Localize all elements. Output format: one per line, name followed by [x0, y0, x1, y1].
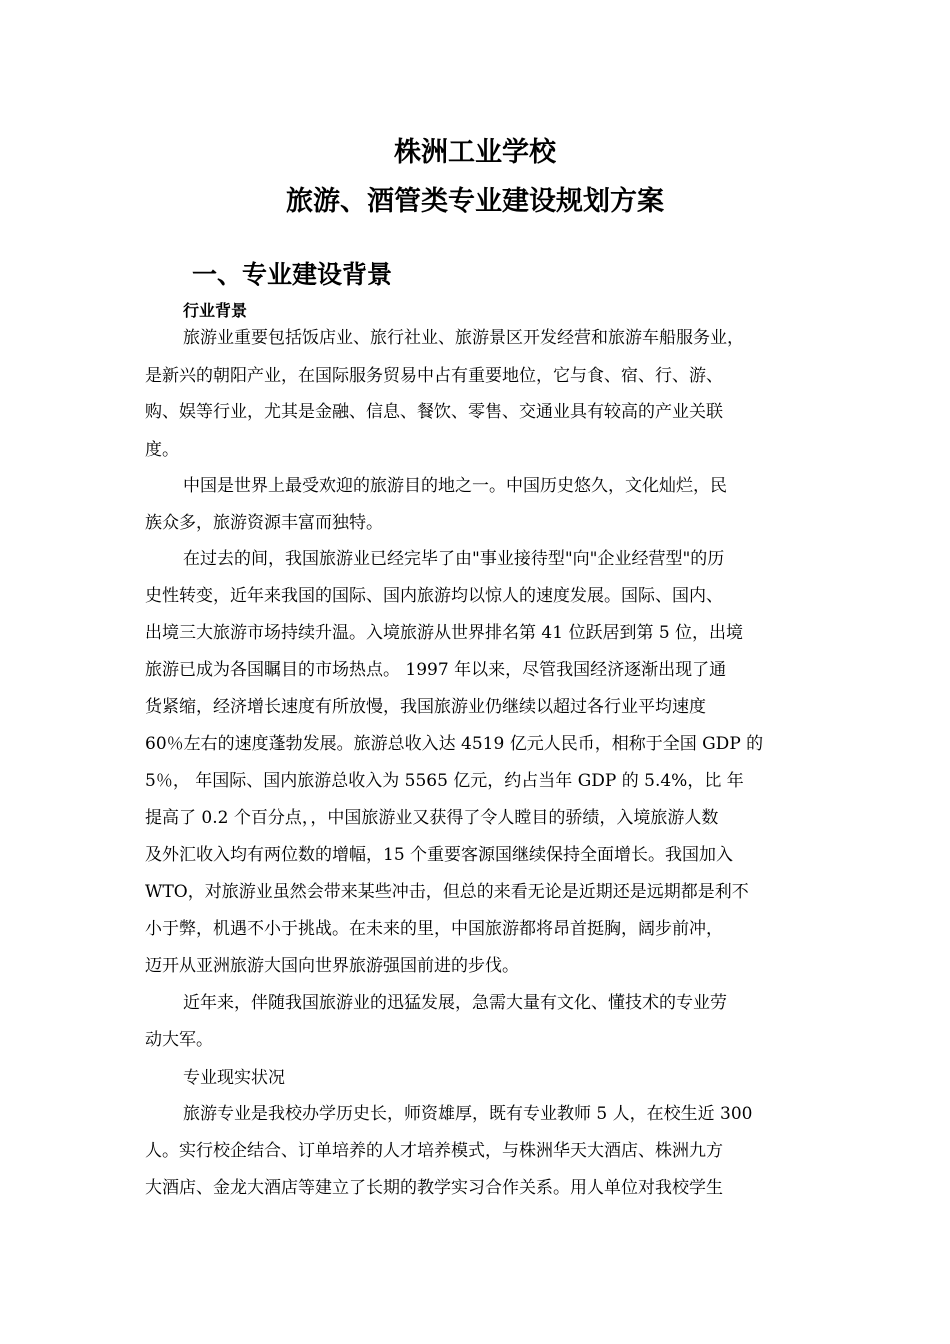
paragraph-line: 族众多，旅游资源丰富而独特。: [145, 513, 383, 533]
paragraph-line: 旅游业重要包括饭店业、旅行社业、旅游景区开发经营和旅游车船服务业，: [183, 328, 744, 348]
subsection-heading-current-status: 专业现实状况: [183, 1068, 285, 1088]
paragraph-line: 出境三大旅游市场持续升温。入境旅游从世界排名第 41 位跃居到第 5 位，出境: [145, 623, 744, 643]
paragraph-line: 大酒店、金龙大酒店等建立了长期的教学实习合作关系。用人单位对我校学生: [145, 1178, 723, 1198]
paragraph-line: 购、娱等行业，尤其是金融、信息、餐饮、零售、交通业具有较高的产业关联: [145, 402, 723, 422]
paragraph-line: 60％左右的速度蓬勃发展。旅游总收入达 4519 亿元人民币，相称于全国 GDP 的: [145, 734, 764, 754]
paragraph-line: 货紧缩，经济增长速度有所放慢，我国旅游业仍继续以超过各行业平均速度: [145, 697, 706, 717]
paragraph-line: 度。: [145, 440, 179, 460]
paragraph-line: 史性转变，近年来我国的国际、国内旅游均以惊人的速度发展。国际、国内、: [145, 586, 723, 606]
paragraph-line: 中国是世界上最受欢迎的旅游目的地之一。中国历史悠久，文化灿烂，民: [183, 476, 727, 496]
paragraph-line: WTO，对旅游业虽然会带来某些冲击，但总的来看无论是近期还是远期都是利不: [145, 882, 749, 902]
document-title-school: 株洲工业学校: [394, 137, 556, 168]
document-title-plan: 旅游、酒管类专业建设规划方案: [286, 186, 664, 217]
paragraph-line: 及外汇收入均有两位数的增幅，15 个重要客源国继续保持全面增长。我国加入: [145, 845, 734, 865]
paragraph-line: 近年来，伴随我国旅游业的迅猛发展，急需大量有文化、懂技术的专业劳: [183, 993, 727, 1013]
section-heading-background: 一、专业建设背景: [192, 260, 393, 289]
paragraph-line: 5％， 年国际、国内旅游总收入为 5565 亿元，约占当年 GDP 的 5.4%，比 年: [145, 771, 744, 791]
paragraph-line: 在过去的间，我国旅游业已经完毕了由"事业接待型"向"企业经营型"的历: [183, 549, 725, 569]
paragraph-line: 旅游已成为各国瞩目的市场热点。 1997 年以来，尽管我国经济逐渐出现了通: [145, 660, 727, 680]
paragraph-line: 动大军。: [145, 1030, 213, 1050]
paragraph-line: 迈开从亚洲旅游大国向世界旅游强国前进的步伐。: [145, 956, 519, 976]
paragraph-line: 是新兴的朝阳产业，在国际服务贸易中占有重要地位，它与食、宿、行、游、: [145, 366, 723, 386]
paragraph-line: 旅游专业是我校办学历史长，师资雄厚，既有专业教师 5 人，在校生近 300: [183, 1104, 753, 1124]
subsection-heading-industry-background: 行业背景: [183, 301, 248, 320]
paragraph-line: 人。实行校企结合、订单培养的人才培养模式，与株洲华天大酒店、株洲九方: [145, 1141, 723, 1161]
paragraph-line: 小于弊，机遇不小于挑战。在未来的里，中国旅游都将昂首挺胸，阔步前冲，: [145, 919, 723, 939]
paragraph-line: 提高了 0.2 个百分点，，中国旅游业又获得了令人瞠目的骄绩，入境旅游人数: [145, 808, 719, 828]
